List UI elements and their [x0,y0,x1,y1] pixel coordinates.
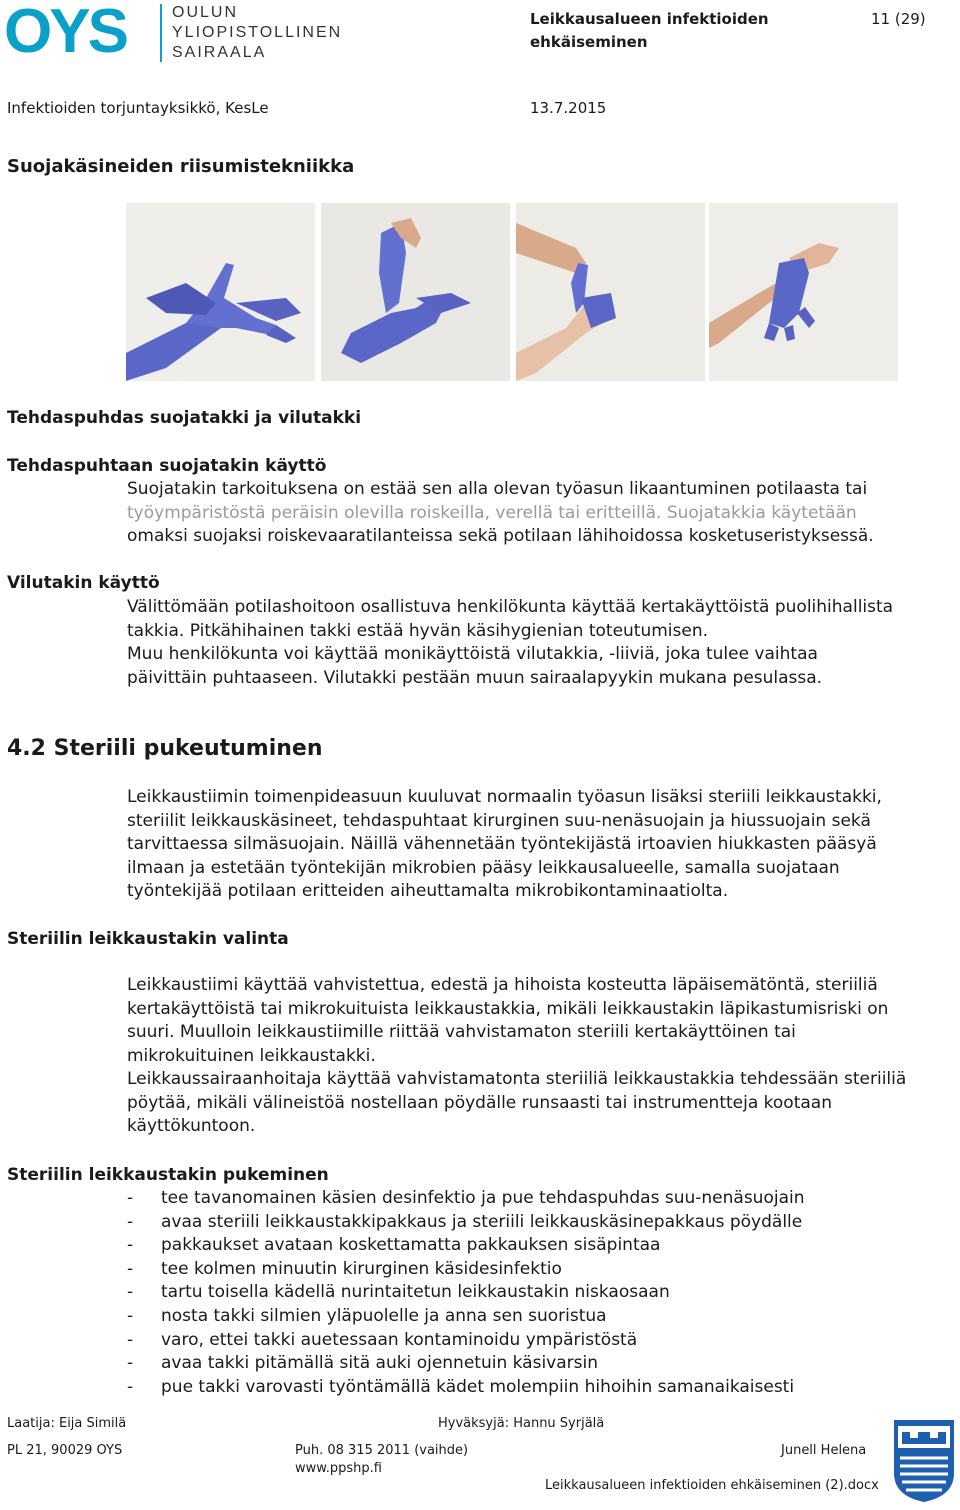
bullet-dash: - [127,1211,134,1232]
list-item [127,1352,887,1376]
gloved-hands-photo-1 [126,203,315,381]
warm-coat-line: päivittäin puhtaaseen. Vilutakki pestään muun sairaalapyykin mukana pesulassa. [127,667,823,688]
logo-line-2: YLIOPISTOLLINEN [172,24,343,41]
bullet-dash: - [127,1305,134,1326]
step-text: tartu toisella kädellä nurintaitetun leikkaustakin niskaosaan [161,1282,670,1303]
protective-coat-line-2 [127,502,952,526]
step-text: tee tavanomainen käsien desinfektio ja pue tehdaspuhdas suu-nenäsuojain [161,1188,805,1208]
warm-coat-line: takkia. Pitkähihainen takki estää hyvän käsihygienian toteutumisen. [127,620,709,641]
sterile-intro-line: ilmaan ja estetään työntekijän mikrobien pääsy leikkausalueelle, samalla suojataan [127,857,840,878]
bullet-dash: - [127,1235,134,1256]
sterile-intro-line: tarvittaessa silmäsuojain. Näillä vähennetään työntekijästä irtoavien hiukkasten pääsyä [127,834,877,854]
coat-selection-line: kertakäyttöistä tai mikrokuituista leikkaustakkia, mikäli leikkaustakin läpikastumisriski on [127,998,889,1019]
step-text: avaa takki pitämällä sitä auki ojennetuin käsivarsin [161,1353,598,1374]
step-text: tee kolmen minuutin kirurginen käsidesinfektio [161,1258,562,1279]
step-text: varo, ettei takki auetessaan kontaminoidu ympäristöstä [161,1329,638,1350]
footer-address: PL 21, 90029 OYS [7,1443,123,1458]
list-item [127,1281,887,1305]
unit-name: Infektioiden torjuntayksikkö, KesLe [7,99,269,117]
gloved-hands-photo-2 [321,203,510,381]
step-text: pakkaukset avataan koskettamatta pakkauksen sisäpintaa [161,1235,661,1256]
bullet-dash: - [127,1376,134,1397]
coat-selection-line: mikrokuituinen leikkaustakki. [127,1045,376,1066]
sterile-intro-line: työntekijää potilaan eritteiden aiheuttamalta mikrobikontaminaatiolta. [127,881,729,901]
bullet-dash: - [127,1282,134,1303]
sterile-intro-line: Leikkaustiimin toimenpideasuun kuuluvat normaalin työasun lisäksi steriili leikkaustakki, [127,787,882,807]
bullet-dash: - [127,1329,134,1350]
coat-selection-line: Leikkaussairaanhoitaja käyttää vahvistamatonta steriiliä leikkaustakkia tehdessään steriiliä [127,1069,907,1089]
doc-title-line-2: ehkäiseminen [530,33,648,51]
protective-coat-line-2-gray: työympäristöstä peräisin olevilla roiskeilla, verellä tai eritteillä. [127,502,662,523]
protective-coat-paragraph [127,478,952,549]
hospital-name-logo [172,3,342,63]
subheading-protective-coat-use: Tehdaspuhtaan suojatakin käyttö [7,456,327,476]
footer-approver: Hyväksyjä: Hannu Syrjälä [438,1416,605,1431]
list-item [127,1329,887,1353]
footer-phone: Puh. 08 315 2011 (vaihde) [295,1443,469,1458]
coat-selection-line: Leikkaustiimi käyttää vahvistettua, edestä ja hihoista kosteutta läpäisemätöntä, steriiliä [127,975,878,995]
section-title-glove-removal: Suojakäsineiden riisumistekniikka [7,156,355,177]
sterile-intro-paragraph [127,786,957,904]
document-date: 13.7.2015 [530,99,607,117]
list-item [127,1258,887,1282]
warm-coat-line: Välittömään potilashoitoon osallistuva henkilökunta käyttää kertakäyttöistä puolihihallista [127,597,894,617]
oys-logo: OYS [4,0,126,66]
bullet-dash: - [127,1258,134,1279]
list-item [127,1376,887,1400]
logo-divider [160,4,162,62]
subheading-warm-coat-use: Vilutakin käyttö [7,573,160,593]
list-item [127,1305,887,1329]
subheading-donning-coat: Steriilin leikkaustakin pukeminen [7,1165,329,1185]
gloved-hands-photo-4 [709,203,898,381]
coat-selection-line: suuri. Muulloin leikkaustiimille riittää vahvistamaton steriili kertakäyttöinen tai [127,1022,796,1042]
step-text: nosta takki silmien yläpuolelle ja anna sen suoristua [161,1305,607,1326]
footer-author: Laatija: Eija Similä [7,1416,127,1431]
section-title-coat: Tehdaspuhdas suojatakki ja vilutakki [7,408,362,428]
warm-coat-line: Muu henkilökunta voi käyttää monikäyttöistä vilutakkia, -liiviä, joka tulee vaihtaa [127,644,818,664]
logo-line-3: SAIRAALA [172,44,267,61]
bullet-dash: - [127,1353,134,1374]
warm-coat-paragraph [127,596,957,690]
protective-coat-line-1: Suojatakin tarkoituksena on estää sen alla olevan työasun likaantuminen potilaasta tai [127,479,868,499]
list-item [127,1211,887,1235]
doc-title-line-1: Leikkausalueen infektioiden [530,10,769,28]
section-heading-sterile-dressing: 4.2 Steriili pukeutuminen [7,736,323,761]
protective-coat-line-2-tail: Suojatakkia käytetään [661,502,857,523]
step-text: avaa steriili leikkaustakkipakkaus ja steriili leikkauskäsinepakkaus pöydälle [161,1211,803,1232]
sterile-intro-line: steriilit leikkauskäsineet, tehdaspuhtaat kirurginen suu-nenäsuojain ja hiussuojain sekä [127,810,871,831]
coat-selection-paragraph [127,974,959,1139]
bullet-dash: - [127,1188,134,1208]
page-number: 11 (29) [871,10,926,28]
footer-filename: Leikkausalueen infektioiden ehkäiseminen (2).docx [545,1478,879,1493]
list-item [127,1187,887,1211]
donning-steps-list [127,1187,887,1399]
coat-selection-line: käyttökuntoon. [127,1116,256,1136]
list-item [127,1234,887,1258]
footer-person: Junell Helena [781,1443,867,1458]
coat-of-arms-logo [892,1418,956,1504]
subheading-coat-selection: Steriilin leikkaustakin valinta [7,929,289,949]
logo-line-1: OULUN [172,4,239,21]
gloved-hands-photo-3 [516,203,705,381]
coat-selection-line: pöytää, mikäli välineistöä nostellaan pöydälle runsaasti tai instrumentteja kootaan [127,1092,832,1113]
step-text: pue takki varovasti työntämällä kädet molempiin hihoihin samanaikaisesti [161,1376,795,1397]
footer-website[interactable]: www.ppshp.fi [295,1461,382,1476]
protective-coat-line-3: omaksi suojaksi roiskevaaratilanteissa sekä potilaan lähihoidossa kosketuseristyksessä. [127,526,874,546]
